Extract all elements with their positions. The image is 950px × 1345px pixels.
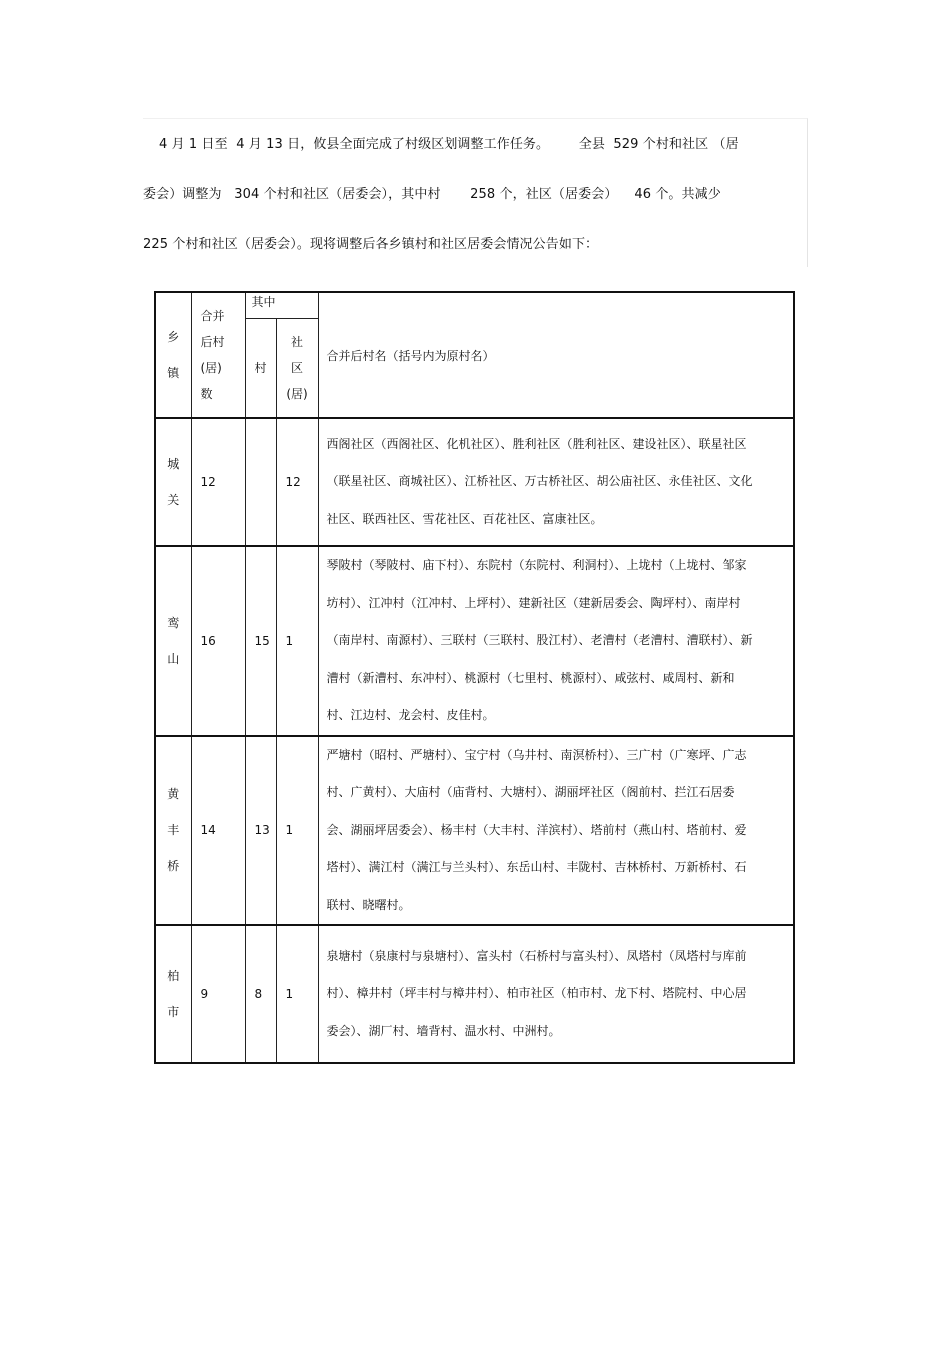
row-names: 严塘村（昭村、严塘村）、宝宁村（乌井村、南溟桥村）、三广村（广寒坪、广志村、广黄村）、大庙村（庙背村、大塘村）、湖丽坪社区（阁前村、拦江石居委会、湖丽坪居委会）、杨丰村（大丰村、洋滨村）、塔前村（燕山村、塔前村、爱塔村）、满江村（满江与兰头村）、东岳山村、丰陇村、吉林桥村、万新桥村、石联村、晓曙村。 — [318, 736, 794, 926]
row-total: 12 — [191, 418, 245, 546]
row-township: 鸾 山 — [155, 546, 191, 736]
row-villages — [245, 418, 276, 546]
row-total: 16 — [191, 546, 245, 736]
village-adjustment-table — [154, 291, 795, 1064]
header-of-which: 其中 — [245, 292, 318, 318]
row-total: 14 — [191, 736, 245, 926]
row-communities: 1 — [276, 925, 318, 1063]
row-names: 琴陂村（琴陂村、庙下村）、东院村（东院村、利洞村）、上垅村（上垅村、邹家坊村）、江冲村（江冲村、上坪村）、建新社区（建新居委会、陶坪村）、南岸村（南岸村、南源村）、三联村（三联村、股江村）、老漕村（老漕村、漕联村）、新漕村（新漕村、东冲村）、桃源村（七里村、桃源村）、咸弦村、咸周村、新和村、江边村、龙会村、皮佳村。 — [318, 546, 794, 736]
header-township: 乡 镇 — [155, 292, 191, 418]
row-township: 城 关 — [155, 418, 191, 546]
table-row — [155, 418, 794, 546]
row-villages: 8 — [245, 925, 276, 1063]
table-row — [155, 736, 794, 926]
row-communities: 12 — [276, 418, 318, 546]
row-township: 柏 市 — [155, 925, 191, 1063]
row-communities: 1 — [276, 736, 318, 926]
header-merged-count: 合并 后村 (居) 数 — [191, 292, 245, 418]
intro-paragraph — [143, 118, 808, 267]
intro-line-3: 225 个村和社区（居委会）。现将调整后各乡镇村和社区居委会情况公告如下： — [143, 237, 599, 252]
row-names: 西阁社区（西阁社区、化机社区）、胜利社区（胜利社区、建设社区）、联星社区（联星社区、商城社区）、江桥社区、万古桥社区、胡公庙社区、永佳社区、文化社区、联西社区、雪花社区、百花社区、富康社区。 — [318, 418, 794, 546]
header-names: 合并后村名（括号内为原村名） — [318, 292, 794, 418]
row-names: 泉塘村（泉康村与泉塘村）、富头村（石桥村与富头村）、凤塔村（凤塔村与库前村）、樟井村（坪丰村与樟井村）、柏市社区（柏市村、龙下村、塔院村、中心居委会）、湖厂村、墙背村、温水村、中洲村。 — [318, 925, 794, 1063]
header-village: 村 — [245, 318, 276, 418]
intro-line-1: 4 月 1 日至 4 月 13 日，攸县全面完成了村级区划调整工作任务。 全县 529 个村和社区 （居 — [159, 137, 739, 152]
table-row — [155, 925, 794, 1063]
row-total: 9 — [191, 925, 245, 1063]
table-row — [155, 546, 794, 736]
intro-line-2: 委会）调整为 304 个村和社区（居委会），其中村 258 个，社区（居委会） 46 个。共减少 — [143, 187, 721, 202]
header-community: 社 区 (居) — [276, 318, 318, 418]
row-communities: 1 — [276, 546, 318, 736]
row-villages: 15 — [245, 546, 276, 736]
row-villages: 13 — [245, 736, 276, 926]
row-township: 黄 丰 桥 — [155, 736, 191, 926]
